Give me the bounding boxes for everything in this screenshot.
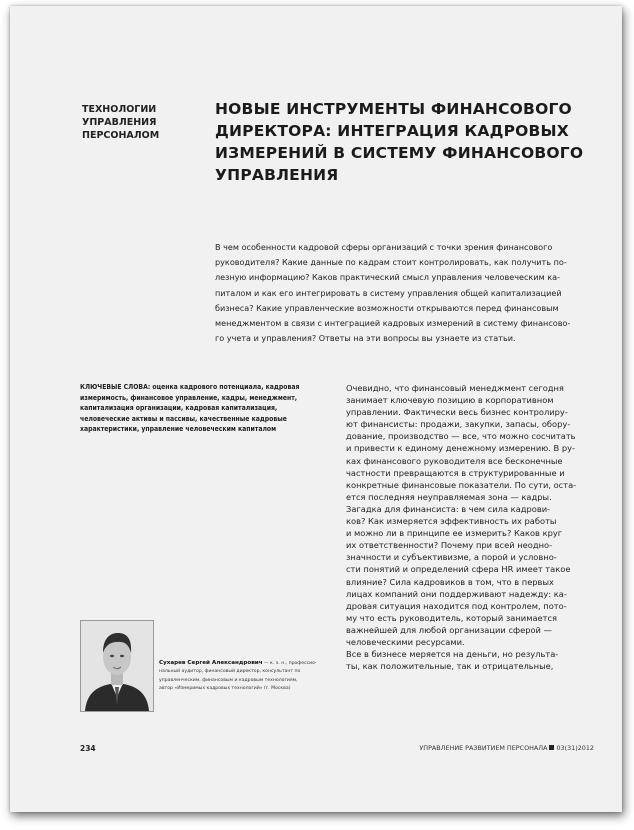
author-photo bbox=[80, 620, 154, 712]
square-bullet-icon bbox=[549, 745, 554, 750]
article-title: НОВЫЕ ИНСТРУМЕНТЫ ФИНАНСОВОГО ДИРЕКТОРА: ИНТЕГРАЦИЯ КАДРОВЫХ ИЗМЕРЕНИЙ В СИСТЕМУ ФИНАНСОВОГО УПРАВЛЕНИЯ bbox=[215, 100, 584, 184]
running-footer bbox=[406, 744, 594, 752]
keywords-block: КЛЮЧЕВЫЕ СЛОВА: оценка кадрового потенциала, кадровая измеримость, финансовое управление, кадры, менеджмент, капитализация организации, кадровая капитализация, человеческие активы и пассивы, качественные кадровые характеристики, управление человеческим капиталом bbox=[80, 383, 300, 434]
author-bio: — к. э. н., профессио- нальный аудитор, финансовый директор, консультант по управленческим, финансовым и кадровым технологиям, автор «Измеримых кадровых технологий» (г. Москва) bbox=[159, 661, 317, 692]
journal-name: УПРАВЛЕНИЕ РАЗВИТИЕМ ПЕРСОНАЛА bbox=[419, 744, 548, 752]
article-lead: В чем особенности кадровой сферы организаций с точки зрения финансового руководителя? Какие данные по кадрам стоит контролировать, как получить по- лезную информацию? Каков практический смысл управления человеческим ка- питалом и как его интегрировать в систему управления общей капитализацией бизнеса? Какие управленческие возможности открываются перед финансовым менеджментом в связи с интеграцией кадровых измерений в систему финансово- го учета и управления? Ответы на эти вопросы вы узнаете из статьи. bbox=[215, 242, 571, 344]
section-rubric: ТЕХНОЛОГИИ УПРАВЛЕНИЯ ПЕРСОНАЛОМ bbox=[82, 104, 160, 141]
author-portrait-image bbox=[81, 621, 153, 711]
magazine-page bbox=[10, 6, 622, 812]
issue-number: 03(31)2012 bbox=[556, 744, 594, 752]
page-number: 234 bbox=[80, 744, 96, 753]
author-name: Сухарев Сергей Александрович bbox=[159, 660, 263, 666]
author-caption bbox=[159, 659, 319, 694]
article-body: Очевидно, что финансовый менеджмент сегодня занимает ключевую позицию в корпоративном управлении. Фактически весь бизнес контролиру- ют финансисты: продажи, закупки, запасы, обору- дование, производство — все, что можно сосчитать и привести к единому денежному измерению. В ру- ках финансового руководителя все бесконечные частности превращаются в структурированные и конкретные финансовые показатели. По сути, оста- ется последняя неуправляемая зона — кадры. Загадка для финансиста: в чем сила кадрови- ков? Как измеряется эффективность их работы и можно ли в принципе ее измерить? Каков круг их ответственности? Почему при всей неодно- значности и субъективизме, а порой и условно- сти понятий и определений сфера HR имеет такое влияние? Сила кадровиков в том, что в первых лицах компаний они поддерживают надежду: ка- дровая ситуация находится под контролем, пото- му что есть руководитель, который занимается важнейшей для любой организации сферой — человеческими ресурсами. Все в бизнесе меряется на деньги, но результа- ты, как положительные, так и отрицательные, bbox=[346, 383, 577, 672]
